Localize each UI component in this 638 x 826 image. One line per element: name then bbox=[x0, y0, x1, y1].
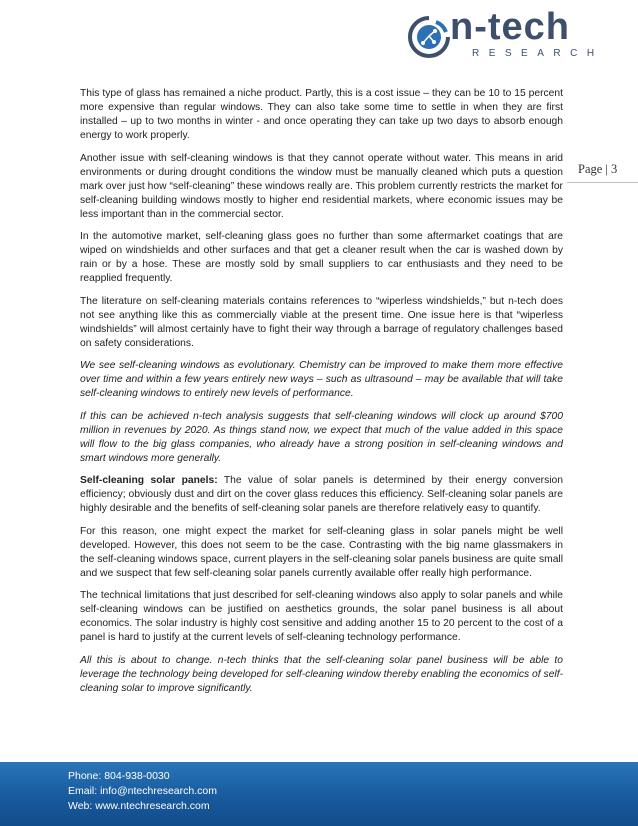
paragraph-solar-panels bbox=[80, 474, 563, 516]
logo-subtitle: RESEARCH bbox=[472, 48, 604, 59]
paragraph-solar-text: The value of solar panels is determined by their energy conversion efficiency; obviously dust and dirt on the cover glass reduces this efficiency. Self-cleaning solar panels are highly desirable and the benefits of self-cleaning solar panels are therefore relatively easy to quantify. bbox=[80, 475, 563, 514]
company-logo bbox=[406, 6, 604, 62]
footer-web: Web: www.ntechresearch.com bbox=[68, 800, 210, 812]
globe-network-icon bbox=[406, 14, 452, 60]
paragraph-revenue-forecast: If this can be achieved n-tech analysis suggests that self-cleaning windows will clock up around $700 million in revenues by 2020. As things stand now, we expect that much of the value added in this space will flow to the big glass companies, who already have a strong position in self-cleaning windows and smart windows more generally. bbox=[80, 410, 563, 464]
contact-info bbox=[68, 769, 217, 814]
footer-email: Email: info@ntechresearch.com bbox=[68, 785, 217, 797]
footer-phone: Phone: 804-938-0030 bbox=[68, 770, 170, 782]
paragraph-water: Another issue with self-cleaning windows is that they cannot operate without water. This means in arid environments or during drought conditions the window must be manually cleaned which puts a question mark over just how “self-cleaning” these windows really are. This problem currently restricts the market for self-cleaning building windows mostly to higher end residential markets, where economic issues may be less important than in the commercial sector. bbox=[80, 152, 563, 220]
paragraph-outlook: All this is about to change. n-tech thinks that the self-cleaning solar panel business will be able to leverage the technology being developed for self-cleaning window thereby enabling the economics of self-cleaning solar to improve significantly. bbox=[80, 654, 563, 694]
section-heading-solar: Self-cleaning solar panels: bbox=[80, 475, 218, 486]
page-number: Page | 3 bbox=[578, 162, 618, 176]
paragraph-wiperless: The literature on self-cleaning materials contains references to “wiperless windshields,” but n-tech does not see anything like this as commercially viable at the present time. One issue here is that “wiperless windshields” will almost certainly have to fight their way through a barrage of regulatory challenges based on safety considerations. bbox=[80, 295, 563, 349]
paragraph-technical-limits: The technical limitations that just described for self-cleaning windows also apply to solar panels and while self-cleaning windows can be justified on aesthetics grounds, the solar panel business is all about economics. The solar industry is highly cost sensitive and adding another 15 to 20 percent to the cost of a panel is hard to justify at the current levels of self-cleaning technology performance. bbox=[80, 590, 563, 643]
logo-name: n-tech bbox=[450, 6, 570, 48]
document-body bbox=[80, 87, 563, 704]
contact-footer bbox=[0, 762, 638, 826]
paragraph-cost: This type of glass has remained a niche product. Partly, this is a cost issue – they can be 10 to 15 percent more expensive than regular windows. They can also take some time to settle in when they are first installed – up to two months in winter - and once operating they can take up two days to absorb enough energy to work properly. bbox=[80, 88, 563, 141]
paragraph-automotive: In the automotive market, self-cleaning glass goes no further than some aftermarket coatings that are wiped on windshields and other surfaces and that get a cleaner result when the car is washed down by rain or by a hose. These are mostly sold by small suppliers to car enthusiasts and they need to be reapplied frequently. bbox=[80, 231, 563, 284]
paragraph-solar-market: For this reason, one might expect the market for self-cleaning glass in solar panels might be well developed. However, this does not seem to be the case. Contrasting with the big name glassmakers in the self-cleaning windows space, current players in the self-cleaning solar panels business are quite small and we suspect that few self-cleaning solar panels currently available offer really high performance. bbox=[80, 525, 563, 579]
page-number-rule bbox=[567, 182, 638, 183]
paragraph-evolutionary: We see self-cleaning windows as evolutionary. Chemistry can be improved to make them more effective over time and within a few years entirely new ways – such as ultrasound – may be available that will take self-cleaning windows to entirely new levels of performance. bbox=[80, 360, 563, 399]
